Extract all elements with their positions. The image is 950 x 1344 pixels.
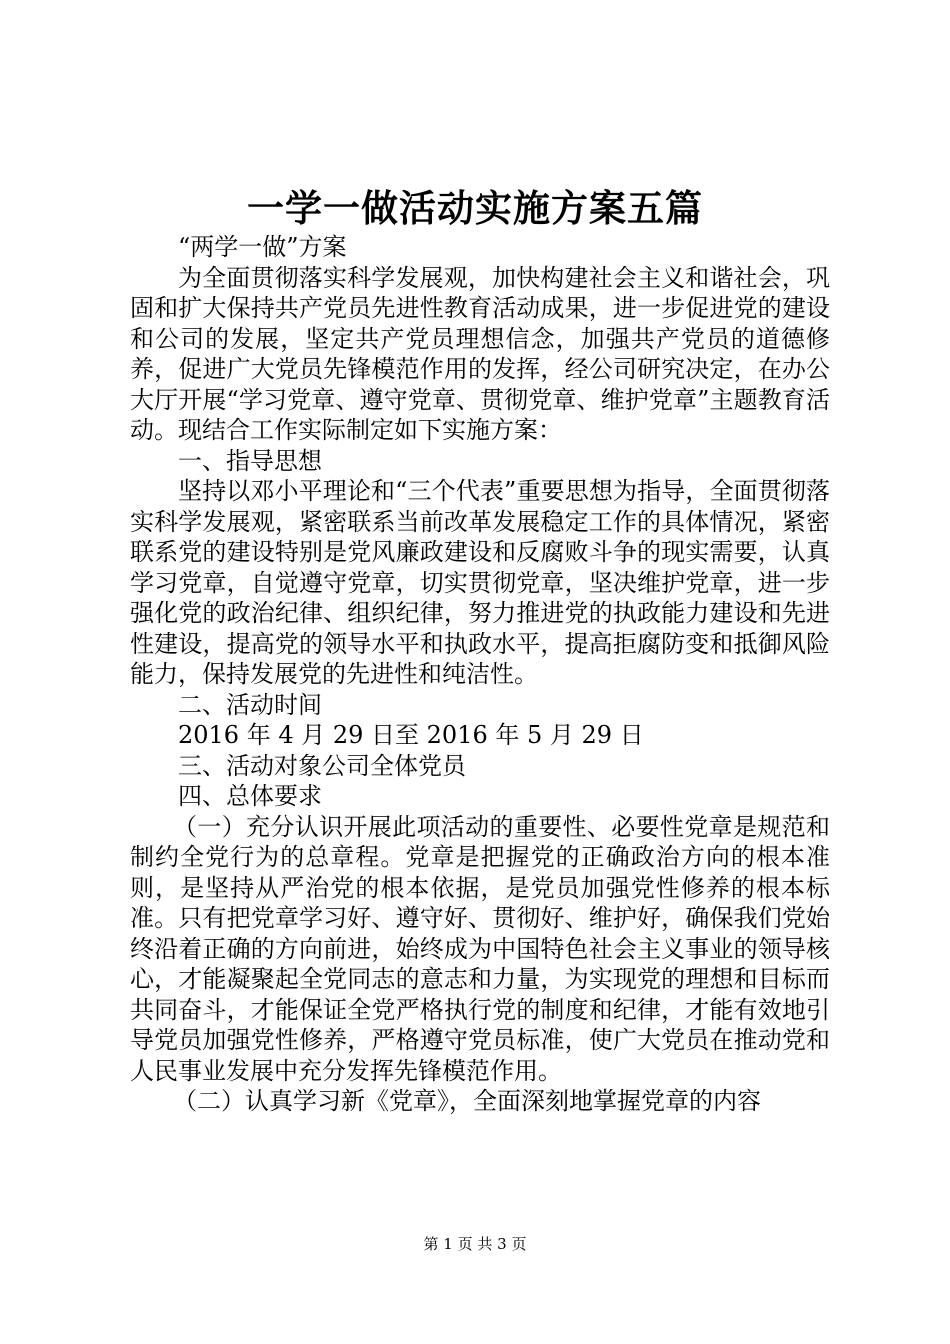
heading-activity-time: 二、活动时间 (178, 690, 322, 719)
paragraph-requirement-2: （二）认真学习新《党章》，全面深刻地掌握党章的内容 (173, 1087, 761, 1115)
document-body (130, 232, 830, 1117)
heading-activity-target: 三、活动对象公司全体党员 (178, 751, 466, 780)
heading-general-requirements: 四、总体要求 (178, 782, 322, 810)
document-title: 一学一做活动实施方案五篇 (247, 186, 703, 230)
heading-guiding-thought: 一、指导思想 (178, 446, 322, 475)
page-footer: 第 1 页 共 3 页 (423, 1235, 527, 1253)
paragraph-requirement-1: （一）充分认识开展此项活动的重要性、必要性党章是规范和制约全党行为的总章程。党章是把握党的正确政治方向的根本准则，是坚持从严治党的根本依据，是党员加强党性修养的根本标准。只有把党章学习好、遵守好、贯彻好、维护好，确保我们党始终沿着正确的方向前进，始终成为中国特色社会主义事业的领导核心，才能凝聚起全党同志的意志和力量，为实现党的理想和目标而共同奋斗，才能保证全党严格执行党的制度和纪律，才能有效地引导党员加强党性修养，严格遵守党员标准，使广大党员在推动党和人民事业发展中充分发挥先锋模范作用。 (130, 812, 830, 1085)
paragraph-plan-name: “两学一做”方案 (178, 233, 347, 261)
paragraph-intro: 为全面贯彻落实科学发展观，加快构建社会主义和谐社会，巩固和扩大保持共产党员先进性教育活动成果，进一步促进党的建设和公司的发展，坚定共产党员理想信念，加强共产党员的道德修养，促进广大党员先锋模范作用的发挥，经公司研究决定，在办公大厅开展“学习党章、遵守党章、贯彻党章、维护党章”主题教育活动。现结合工作实际制定如下实施方案： (130, 263, 830, 444)
paragraph-activity-dates: 2016 年 4 月 29 日至 2016 年 5 月 29 日 (178, 721, 644, 749)
paragraph-guiding-thought: 坚持以邓小平理论和“三个代表”重要思想为指导，全面贯彻落实科学发展观，紧密联系当前改革发展稳定工作的具体情况，紧密联系党的建设特别是党风廉政建设和反腐败斗争的现实需要，认真学习党章，自觉遵守党章，切实贯彻党章，坚决维护党章，进一步强化党的政治纪律、组织纪律，努力推进党的执政能力建设和先进性建设，提高党的领导水平和执政水平，提高拒腐防变和抵御风险能力，保持发展党的先进性和纯洁性。 (130, 477, 830, 688)
